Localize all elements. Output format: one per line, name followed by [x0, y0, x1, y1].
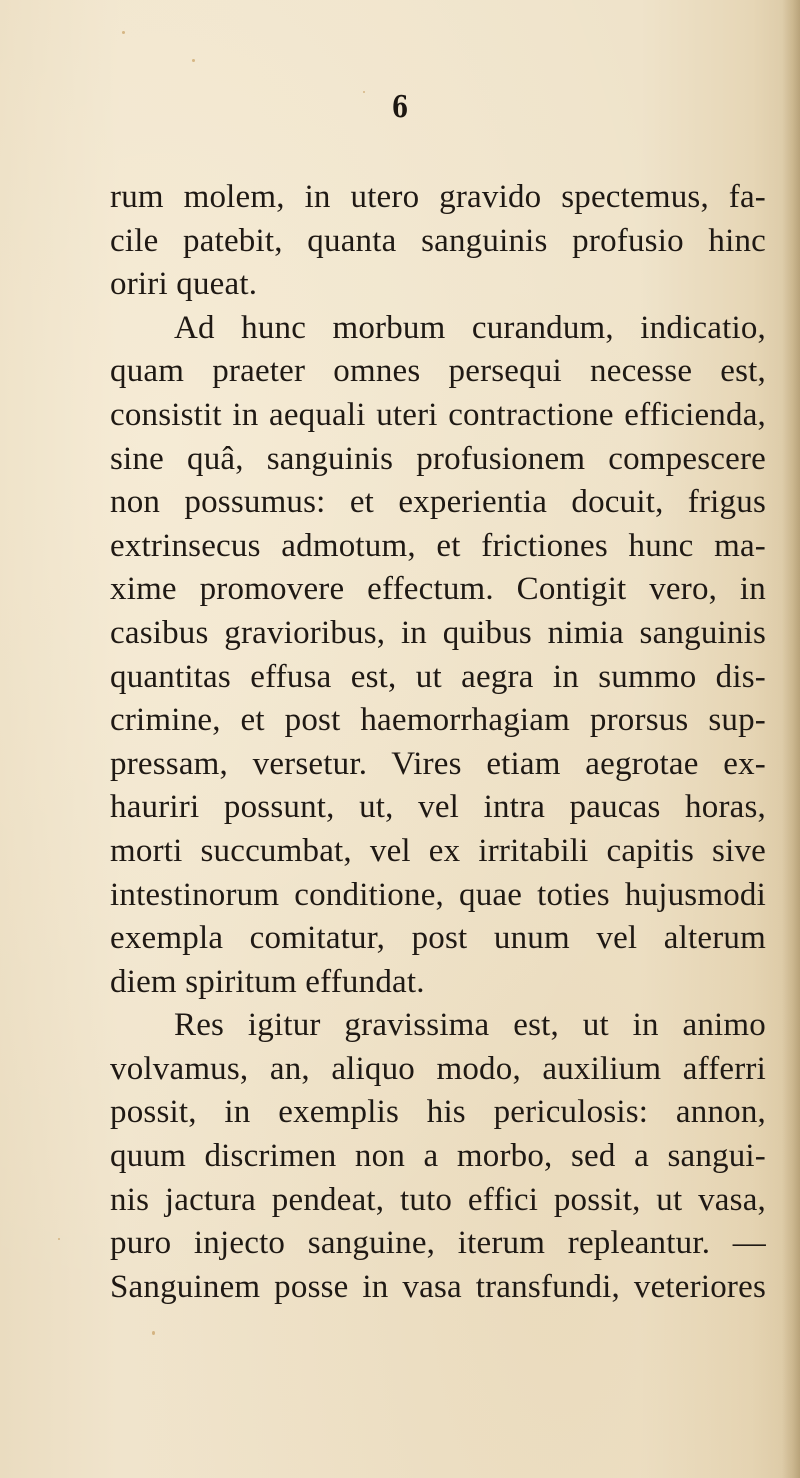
page-number: 6: [391, 90, 409, 125]
body-text: [110, 176, 766, 1309]
text-line: rum molem, in utero gravido spectemus, fa-: [110, 179, 766, 215]
text-line: cile patebit, quanta sanguinis profusio hinc: [110, 222, 766, 259]
paragraph: [110, 307, 766, 1005]
paragraph: [110, 176, 766, 307]
paper-foxing-spot: [192, 59, 195, 62]
paper-foxing-spot: [152, 1331, 155, 1335]
paper-foxing-spot: [58, 1238, 60, 1240]
text-line: morti succumbat, vel ex irritabili capitis sive: [110, 832, 766, 869]
text-line: Sanguinem posse in vasa transfundi, veteriores: [110, 1268, 766, 1305]
text-line: exempla comitatur, post unum vel alterum: [110, 920, 766, 957]
text-line: pressam, versetur. Vires etiam aegrotae ex-: [110, 745, 766, 782]
text-line: diem spiritum effundat.: [110, 963, 425, 1000]
text-line: casibus gravioribus, in quibus nimia sanguinis: [110, 614, 766, 651]
text-line: quum discrimen non a morbo, sed a sangui-: [110, 1138, 766, 1175]
text-line: intestinorum conditione, quae toties hujusmodi: [110, 876, 766, 913]
text-line: Res igitur gravissima est, ut in animo: [174, 1007, 766, 1044]
text-line: non possumus: et experientia docuit, frigus: [110, 484, 766, 521]
text-line: nis jactura pendeat, tuto effici possit, ut vasa,: [110, 1181, 766, 1218]
text-line: quam praeter omnes persequi necesse est,: [110, 353, 766, 390]
text-line: sine quâ, sanguinis profusionem compescere: [110, 440, 766, 477]
text-line: possit, in exemplis his periculosis: annon,: [110, 1094, 766, 1131]
text-line: puro injecto sanguine, iterum repleantur. —: [110, 1225, 766, 1262]
text-line: quantitas effusa est, ut aegra in summo dis-: [110, 658, 766, 695]
text-line: oriri queat.: [110, 266, 258, 303]
page-binding-shadow: [782, 0, 800, 1478]
paragraph: [110, 1004, 766, 1309]
text-line: Ad hunc morbum curandum, indicatio,: [174, 309, 766, 346]
text-line: hauriri possunt, ut, vel intra paucas horas,: [110, 789, 766, 826]
paper-foxing-spot: [122, 31, 125, 34]
text-line: xime promovere effectum. Contigit vero, in: [110, 571, 766, 608]
text-line: crimine, et post haemorrhagiam prorsus sup-: [110, 702, 766, 739]
text-line: consistit in aequali uteri contractione efficienda,: [110, 396, 766, 433]
text-line: extrinsecus admotum, et frictiones hunc ma-: [110, 527, 766, 564]
text-line: volvamus, an, aliquo modo, auxilium afferri: [110, 1050, 766, 1087]
